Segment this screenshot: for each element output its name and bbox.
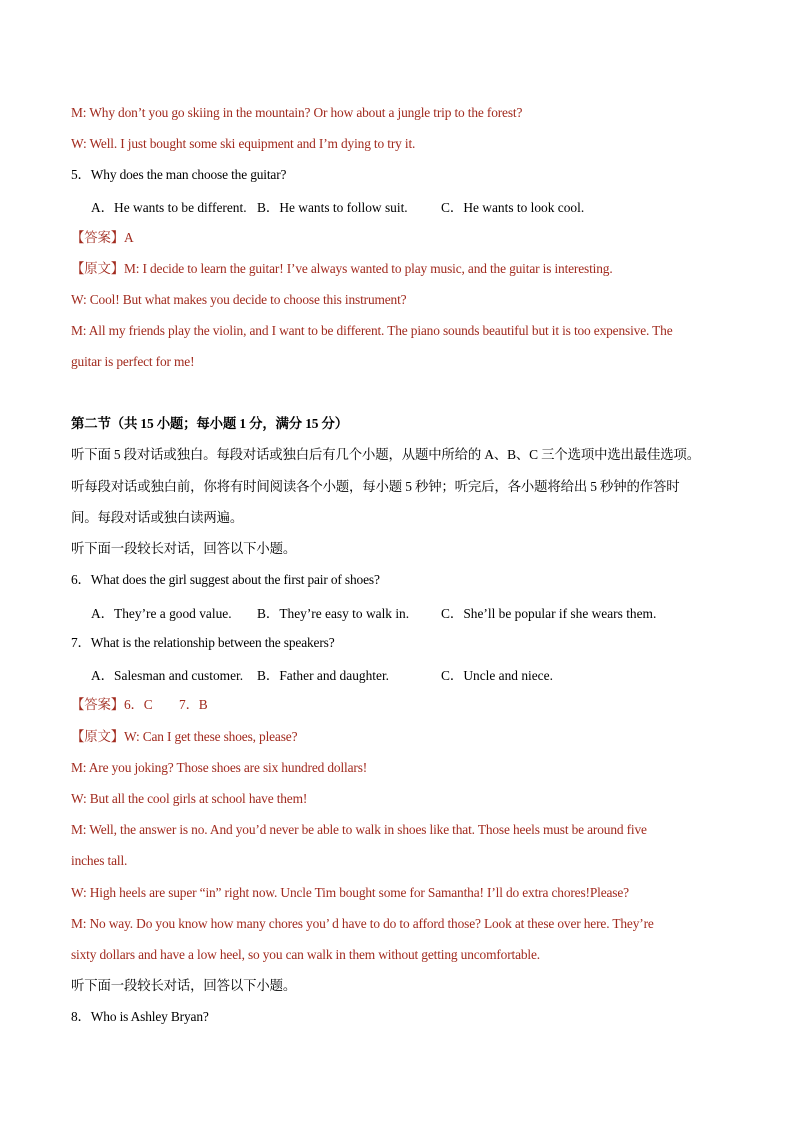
answer-value: A bbox=[123, 230, 134, 245]
dialogue-line: M: Are you joking? Those shoes are six hundred dollars! bbox=[71, 760, 368, 775]
transcript-text: M: I decide to learn the guitar! I’ve always wanted to play music, and the guitar is interesting. bbox=[123, 261, 613, 276]
instruction-line: 听下面一段较长对话，回答以下小题。 bbox=[71, 978, 297, 993]
question-5: 5．Why does the man choose the guitar? bbox=[71, 167, 287, 182]
dialogue-line: guitar is perfect for me! bbox=[71, 354, 195, 369]
dialogue-line: M: All my friends play the violin, and I want to be different. The piano sounds beautiful but it is too expensive. The bbox=[71, 323, 673, 338]
question-8: 8．Who is Ashley Bryan? bbox=[71, 1009, 209, 1024]
answer-tag: 【答案】 bbox=[71, 230, 124, 245]
option-7a: A．Salesman and customer. bbox=[91, 668, 244, 683]
answer-value: 6．C 7．B bbox=[123, 697, 208, 712]
option-7b: B．Father and daughter. bbox=[257, 668, 390, 683]
option-6c: C．She’ll be popular if she wears them. bbox=[441, 606, 657, 621]
answer-5 bbox=[71, 229, 134, 247]
instruction-line: 听下面 5 段对话或独白。每段对话或独白后有几个小题，从题中所给的 A、B、C 三个选项中选出最佳选项。 bbox=[71, 447, 701, 462]
instruction-line: 听每段对话或独白前，你将有时间阅读各个小题，每小题 5 秒钟；听完后，各小题将给出 5 秒钟的作答时 bbox=[71, 479, 680, 494]
dialogue-line: W: Well. I just bought some ski equipment and I’m dying to try it. bbox=[71, 136, 416, 151]
option-5b: B．He wants to follow suit. bbox=[257, 200, 408, 215]
dialogue-line: M: Well, the answer is no. And you’d never be able to walk in shoes like that. Those heels must be around five bbox=[71, 822, 647, 837]
transcript-5 bbox=[71, 260, 613, 278]
dialogue-line: inches tall. bbox=[71, 853, 128, 868]
dialogue-line: M: No way. Do you know how many chores you’ d have to do to afford those? Look at these over here. They’re bbox=[71, 916, 654, 931]
dialogue-line: sixty dollars and have a low heel, so you can walk in them without getting uncomfortable. bbox=[71, 947, 540, 962]
transcript-tag: 【原文】 bbox=[71, 729, 124, 744]
instruction-line: 间。每段对话或独白读两遍。 bbox=[71, 510, 244, 525]
answer-tag: 【答案】 bbox=[71, 697, 124, 712]
transcript-6-7 bbox=[71, 728, 297, 746]
dialogue-line: W: High heels are super “in” right now. Uncle Tim bought some for Samantha! I’ll do extra chores!Please? bbox=[71, 885, 629, 900]
dialogue-line: W: Cool! But what makes you decide to choose this instrument? bbox=[71, 292, 407, 307]
instruction-line: 听下面一段较长对话，回答以下小题。 bbox=[71, 541, 297, 556]
transcript-text: W: Can I get these shoes, please? bbox=[123, 729, 298, 744]
section-heading: 第二节（共 15 小题；每小题 1 分，满分 15 分） bbox=[71, 416, 349, 431]
answer-6-7 bbox=[71, 696, 208, 714]
transcript-tag: 【原文】 bbox=[71, 261, 124, 276]
option-6b: B．They’re easy to walk in. bbox=[257, 606, 410, 621]
option-7c: C．Uncle and niece. bbox=[441, 668, 553, 683]
option-5a: A．He wants to be different. bbox=[91, 200, 247, 215]
question-6: 6．What does the girl suggest about the first pair of shoes? bbox=[71, 572, 380, 587]
option-6a: A．They’re a good value. bbox=[91, 606, 232, 621]
option-5c: C．He wants to look cool. bbox=[441, 200, 585, 215]
dialogue-line: W: But all the cool girls at school have them! bbox=[71, 791, 308, 806]
dialogue-line: M: Why don’t you go skiing in the mountain? Or how about a jungle trip to the forest? bbox=[71, 105, 523, 120]
question-7: 7．What is the relationship between the speakers? bbox=[71, 635, 335, 650]
